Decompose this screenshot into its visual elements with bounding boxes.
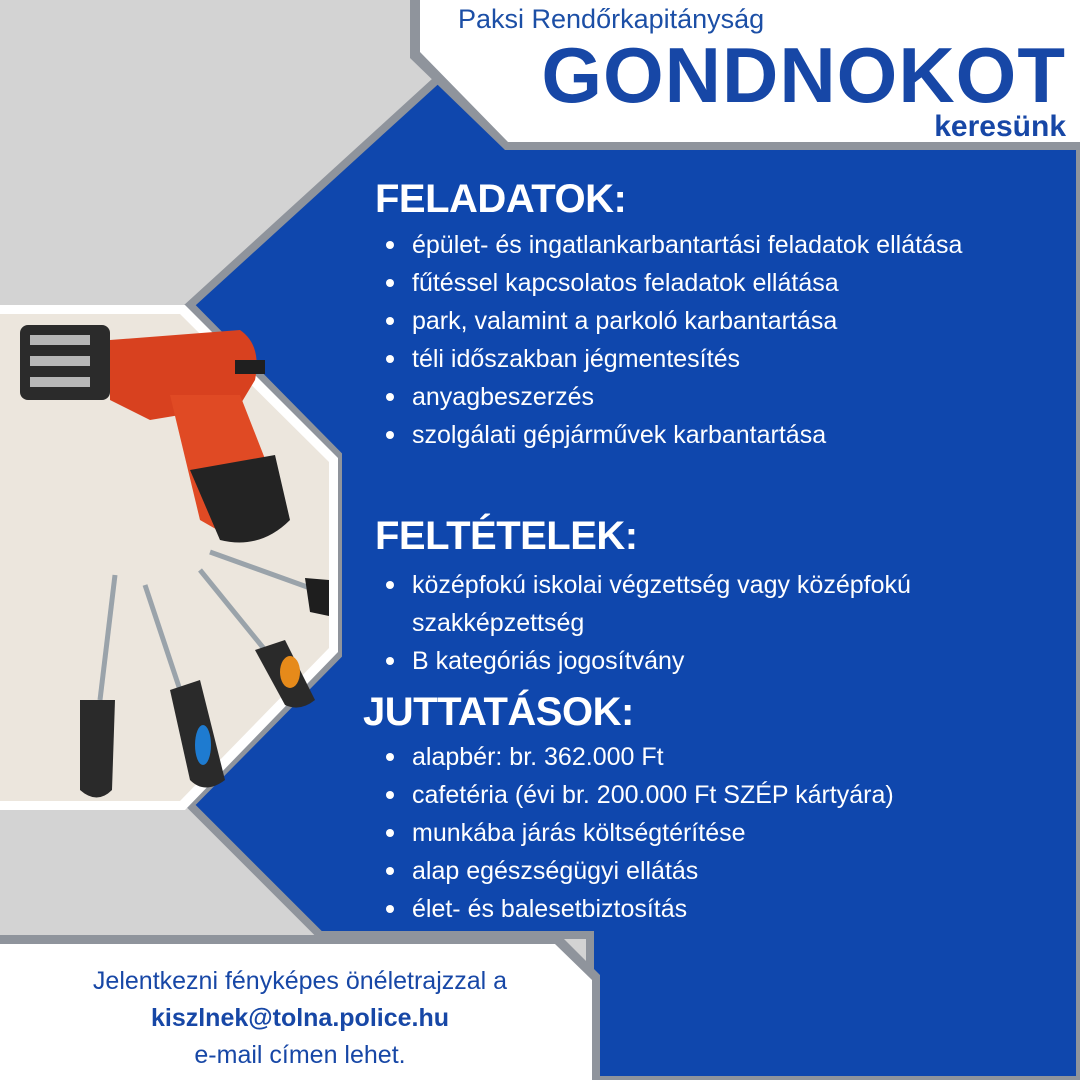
requirements-title: FELTÉTELEK: (375, 514, 638, 558)
benefits-list (376, 738, 1032, 928)
contact-email-link[interactable]: kiszlnek@tolna.police.hu (150, 1004, 450, 1032)
organization-name: Paksi Rendőrkapitányság (458, 4, 765, 34)
list-item: anyagbeszerzés (376, 378, 1032, 416)
list-item: alap egészségügyi ellátás (376, 852, 1032, 890)
list-item: cafetéria (évi br. 200.000 Ft SZÉP kártyára) (376, 776, 1032, 814)
page-tagline: keresünk (934, 110, 1066, 143)
list-item: élet- és balesetbiztosítás (376, 890, 1032, 928)
tasks-list (376, 226, 1032, 454)
list-item: téli időszakban jégmentesítés (376, 340, 1032, 378)
page-title: GONDNOKOT (541, 31, 1066, 119)
tasks-title: FELADATOK: (375, 177, 627, 221)
contact-line-3: e-mail címen lehet. (194, 1041, 406, 1069)
list-item: B kategóriás jogosítvány (376, 642, 1032, 680)
list-item: középfokú iskolai végzettség vagy középfokú szakképzettség (376, 566, 932, 642)
contact-block (0, 963, 600, 1074)
list-item: munkába járás költségtérítése (376, 814, 1032, 852)
list-item: fűtéssel kapcsolatos feladatok ellátása (376, 264, 1032, 302)
requirements-list (376, 566, 1032, 680)
list-item: alapbér: br. 362.000 Ft (376, 738, 1032, 776)
list-item: szolgálati gépjárművek karbantartása (376, 416, 1032, 454)
list-item: park, valamint a parkoló karbantartása (376, 302, 1032, 340)
benefits-title: JUTTATÁSOK: (363, 690, 634, 734)
contact-line-1: Jelentkezni fényképes önéletrajzzal a (92, 967, 508, 995)
list-item: épület- és ingatlankarbantartási feladatok ellátása (376, 226, 1032, 264)
